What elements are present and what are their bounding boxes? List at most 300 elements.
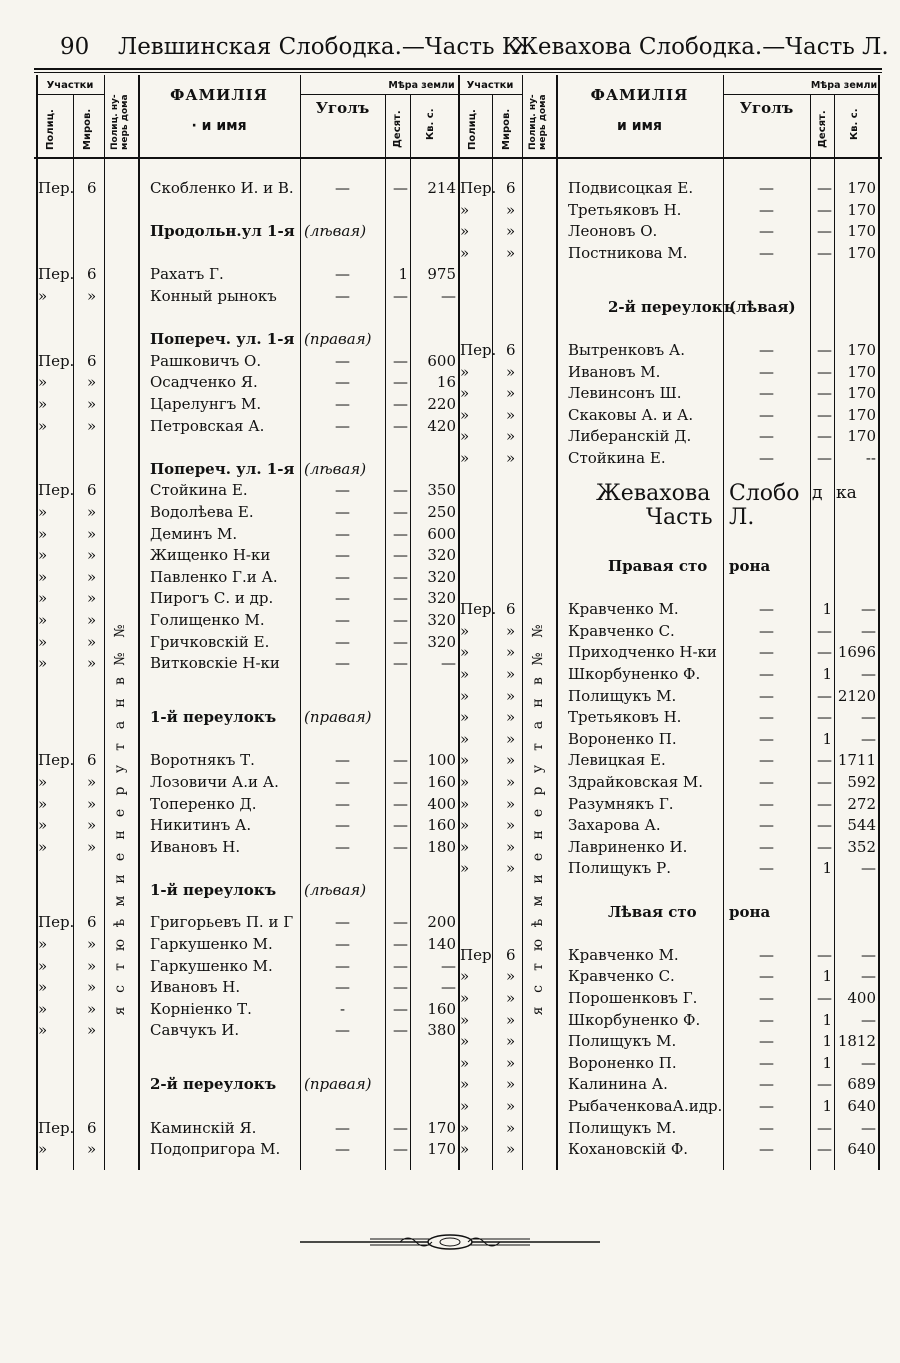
owner-name: Водолѣева Е. (150, 503, 254, 521)
right-vertical-note-char: № (530, 652, 546, 666)
kv-value: 640 (847, 1140, 876, 1159)
owner-name: Приходченко Н-ки (568, 643, 717, 662)
corner-value: — (759, 989, 774, 1007)
police-district: » (460, 816, 470, 835)
right-vertical-note-char: у (530, 764, 546, 774)
left-header-polits: Полиц. (45, 109, 56, 150)
right-header-polits: Полиц. (467, 109, 478, 150)
police-district: Пер. (38, 481, 75, 500)
police-district: » (38, 999, 48, 1018)
section-name: 2-й переулокъ (608, 297, 735, 316)
left-vertical-note-char: ѣ (112, 918, 128, 928)
police-district: » (460, 729, 470, 748)
right-vertical-note-char: т (530, 743, 546, 751)
kv-value: 214 (427, 179, 456, 197)
owner-name: Подопригора М. (150, 1140, 281, 1159)
police-district: » (38, 1021, 48, 1040)
kv-value: 592 (847, 773, 876, 791)
desyat-value: — (817, 427, 832, 446)
kv-value: — (861, 1118, 876, 1137)
kv-value: 400 (427, 794, 456, 813)
corner-value: — (335, 1021, 350, 1040)
left-header-subrule-uchastki (36, 94, 104, 95)
kv-value: 170 (847, 427, 876, 446)
left-header-i-imya: · и имя (191, 118, 247, 134)
owner-name: Воротнякъ Т. (150, 751, 255, 770)
police-district: » (460, 1032, 470, 1051)
left-vertical-note-char: н (112, 830, 128, 840)
court-district: » (506, 621, 516, 640)
kv-value: 380 (427, 1021, 456, 1040)
owner-name: Павленко Г.и А. (150, 567, 278, 586)
court-district: » (506, 967, 516, 986)
section-side: рона (729, 902, 771, 921)
kv-value: — (861, 665, 876, 683)
court-district: 6 (87, 179, 97, 197)
corner-value: — (759, 362, 774, 381)
section-name: Попереч. ул. 1-я (150, 459, 295, 478)
desyat-value: — (393, 481, 408, 500)
kv-value: 320 (427, 589, 456, 608)
kv-value: 100 (427, 751, 456, 770)
corner-value: — (335, 373, 350, 392)
corner-value: — (335, 481, 350, 500)
desyat-value: — (393, 1140, 408, 1159)
section-name: Правая сто (608, 557, 708, 575)
police-district: » (460, 1010, 470, 1029)
court-district: » (506, 989, 516, 1007)
owner-name: Полищукъ М. (568, 686, 677, 705)
corner-value: — (335, 179, 350, 197)
police-district: » (460, 859, 470, 878)
owner-name: Жищенко Н-ки (150, 546, 271, 565)
right-vertical-note-char: с (530, 985, 546, 993)
police-district: » (460, 384, 470, 403)
kv-value: 170 (427, 1118, 456, 1137)
police-district: » (38, 816, 48, 835)
right-vertical-note-char: ю (530, 938, 546, 952)
section-side: (правая) (304, 330, 372, 349)
kv-value: — (861, 1010, 876, 1029)
section-side: (лѣвая) (304, 459, 367, 478)
police-district: » (38, 567, 48, 586)
left-vertical-note-char: н (112, 698, 128, 708)
court-district: » (506, 384, 516, 403)
right-vertical-note-char: р (530, 786, 546, 796)
district-name-3: д (812, 483, 823, 504)
kv-value: 2120 (837, 686, 876, 705)
corner-value: — (335, 546, 350, 565)
owner-name: Либеранскій Д. (568, 427, 692, 446)
corner-value: — (335, 416, 350, 435)
police-district: Пер. (38, 913, 75, 932)
right-vertical-note-char: № (530, 624, 546, 638)
police-district: » (460, 1075, 470, 1094)
corner-value: — (759, 816, 774, 835)
owner-name: Шкорбуненко Ф. (568, 665, 701, 683)
corner-value: — (759, 449, 774, 467)
kv-value: 1812 (837, 1032, 876, 1051)
right-header-house-no: Полиц. ну-мерь дома (528, 94, 548, 150)
desyat-value: — (393, 287, 408, 305)
police-district: » (460, 643, 470, 662)
left-vertical-note-char: е (112, 808, 128, 818)
left-header-mirov: Миров. (82, 108, 93, 150)
left-page-title: Левшинская Слободка.—Часть К. (118, 34, 527, 60)
desyat-value: — (393, 395, 408, 413)
court-district: » (506, 200, 516, 219)
court-district: » (87, 1140, 97, 1159)
corner-value: — (759, 665, 774, 683)
owner-name: Гаркушенко М. (150, 956, 273, 975)
court-district: » (506, 243, 516, 262)
right-vertical-note-char: н (530, 698, 546, 708)
police-district: » (38, 395, 48, 413)
top-double-rule-2 (34, 72, 882, 73)
right-header-desyat: Десят. (817, 110, 828, 148)
kv-value: — (441, 654, 456, 673)
corner-value: — (759, 967, 774, 986)
desyat-value: 1 (822, 859, 832, 878)
police-district: Пер. (460, 341, 497, 359)
desyat-value: — (817, 200, 832, 219)
desyat-value: — (817, 686, 832, 705)
court-district: » (506, 1010, 516, 1029)
right-vertical-note-char: ѣ (530, 918, 546, 928)
left-line-name (138, 75, 140, 1170)
corner-value: — (759, 200, 774, 219)
owner-name: Осадченко Я. (150, 373, 258, 392)
corner-value: — (759, 1010, 774, 1029)
police-district: Пер (460, 945, 492, 964)
kv-value: 170 (427, 1140, 456, 1159)
police-district: » (38, 837, 48, 856)
right-line-house (522, 75, 523, 1170)
court-district: 6 (506, 600, 516, 619)
desyat-value: — (393, 837, 408, 856)
right-vertical-note-char: я (530, 1006, 546, 1016)
desyat-value: 1 (822, 729, 832, 748)
desyat-value: — (817, 1075, 832, 1094)
left-vertical-note-char: т (112, 743, 128, 751)
court-district: » (506, 1075, 516, 1094)
kv-value: 420 (427, 416, 456, 435)
right-vertical-note-char: е (530, 852, 546, 862)
desyat-value: — (817, 837, 832, 856)
desyat-value: — (393, 1021, 408, 1040)
corner-value: — (335, 935, 350, 953)
left-line-house (104, 75, 105, 1170)
left-vertical-note-char: ю (112, 938, 128, 952)
kv-value: 320 (427, 632, 456, 651)
corner-value: — (759, 686, 774, 705)
police-district: » (460, 1140, 470, 1159)
corner-value: — (759, 1140, 774, 1159)
police-district: Пер. (38, 179, 75, 197)
kv-value: 1711 (837, 751, 876, 770)
right-vertical-note-char: в (530, 677, 546, 685)
court-district: » (506, 362, 516, 381)
police-district: » (460, 686, 470, 705)
police-district: » (460, 405, 470, 424)
corner-value: — (335, 1140, 350, 1159)
corner-value: — (335, 816, 350, 835)
right-header-familia: ФАМИЛIЯ (590, 86, 689, 104)
owner-name: Стойкина Е. (150, 481, 248, 500)
police-district: » (38, 416, 48, 435)
section-name: Продольн.ул 1-я (150, 222, 295, 241)
corner-value: — (759, 427, 774, 446)
kv-value: 180 (427, 837, 456, 856)
corner-value: — (335, 773, 350, 791)
right-line-name (556, 75, 558, 1170)
owner-name: Кравченко С. (568, 621, 675, 640)
kv-value: 320 (427, 546, 456, 565)
owner-name: Леоновъ О. (568, 222, 658, 241)
corner-value: — (759, 751, 774, 770)
kv-value: 160 (427, 773, 456, 791)
court-district: » (506, 665, 516, 683)
owner-name: Стойкина Е. (568, 449, 666, 467)
desyat-value: — (393, 503, 408, 521)
owner-name: Пирогъ С. и др. (150, 589, 274, 608)
desyat-value: — (393, 956, 408, 975)
section-side: (лѣвая) (304, 881, 367, 899)
desyat-value: — (817, 179, 832, 197)
owner-name: Царелунгъ М. (150, 395, 262, 413)
police-district: » (38, 1140, 48, 1159)
left-vertical-note-char: у (112, 764, 128, 774)
court-district: » (506, 222, 516, 241)
court-district: » (506, 773, 516, 791)
left-vertical-note-char: е (112, 852, 128, 862)
police-district: » (38, 503, 48, 521)
kv-value: — (861, 967, 876, 986)
owner-name: Третьяковъ Н. (568, 200, 682, 219)
court-district: » (87, 546, 97, 565)
left-vertical-note-char: т (112, 963, 128, 971)
desyat-value: 1 (822, 1097, 832, 1115)
kv-value: 160 (427, 999, 456, 1018)
left-vertical-note-char: № (112, 652, 128, 666)
court-district: 6 (506, 341, 516, 359)
kv-value: 170 (847, 405, 876, 424)
desyat-value: — (817, 751, 832, 770)
owner-name: Рашковичъ О. (150, 351, 262, 370)
corner-value: — (759, 1118, 774, 1137)
court-district: » (87, 773, 97, 791)
desyat-value: — (393, 611, 408, 629)
kv-value: 170 (847, 222, 876, 241)
corner-value: — (335, 632, 350, 651)
police-district: Пер. (460, 179, 497, 197)
corner-value: — (335, 837, 350, 856)
section-name: 1-й переулокъ (150, 708, 277, 727)
court-district: » (506, 1140, 516, 1159)
corner-value: — (759, 621, 774, 640)
police-district: » (460, 967, 470, 986)
desyat-value: — (817, 362, 832, 381)
left-header-ugol: Уголъ (315, 99, 370, 117)
right-line-mirov (492, 95, 493, 1170)
owner-name: Шкорбуненко Ф. (568, 1010, 701, 1029)
kv-value: — (861, 600, 876, 619)
desyat-value: — (393, 524, 408, 543)
corner-value: — (759, 1032, 774, 1051)
police-district: Пер. (38, 265, 75, 284)
court-district: » (87, 1021, 97, 1040)
court-district: » (87, 567, 97, 586)
district-part: Часть (646, 505, 713, 531)
corner-value: — (335, 524, 350, 543)
section-name: Попереч. ул. 1-я (150, 330, 295, 349)
court-district: » (87, 503, 97, 521)
owner-name: Кохановскій Ф. (568, 1140, 689, 1159)
corner-value: — (759, 1097, 774, 1115)
court-district: » (87, 837, 97, 856)
left-vertical-note-char: с (112, 985, 128, 993)
desyat-value: — (393, 546, 408, 565)
police-district: » (38, 654, 48, 673)
kv-value: 975 (427, 265, 456, 284)
desyat-value: — (393, 654, 408, 673)
court-district: » (87, 287, 97, 305)
corner-value: — (759, 1075, 774, 1094)
police-district: » (38, 546, 48, 565)
corner-value: — (759, 773, 774, 791)
court-district: 6 (87, 913, 97, 932)
police-district: » (460, 751, 470, 770)
police-district: Пер. (38, 751, 75, 770)
left-vertical-note-char: а (112, 720, 128, 730)
corner-value: — (759, 405, 774, 424)
page-number: 90 (60, 34, 90, 60)
kv-value: 600 (427, 524, 456, 543)
corner-value: — (759, 341, 774, 359)
corner-value: — (759, 837, 774, 856)
desyat-value: — (393, 567, 408, 586)
right-vertical-note-char: т (530, 963, 546, 971)
desyat-value: 1 (822, 665, 832, 683)
district-name-4: ка (836, 483, 857, 504)
desyat-value: 1 (822, 1032, 832, 1051)
owner-name: Полищукъ М. (568, 1032, 677, 1051)
court-district: » (506, 729, 516, 748)
court-district: » (506, 1118, 516, 1137)
owner-name: Петровская А. (150, 416, 265, 435)
police-district: » (460, 200, 470, 219)
left-header-mera: Мѣра земли (388, 80, 455, 91)
court-district: » (87, 524, 97, 543)
police-district: » (38, 978, 48, 997)
desyat-value: — (393, 935, 408, 953)
kv-value: 170 (847, 200, 876, 219)
corner-value: — (759, 222, 774, 241)
section-name: 2-й переулокъ (150, 1075, 277, 1094)
court-district: » (506, 405, 516, 424)
kv-value: 350 (427, 481, 456, 500)
police-district: » (460, 1097, 470, 1115)
corner-value: — (335, 589, 350, 608)
court-district: » (87, 956, 97, 975)
owner-name: Кравченко С. (568, 967, 675, 986)
desyat-value: — (393, 589, 408, 608)
district-part-letter: Л. (729, 505, 755, 531)
desyat-value: — (393, 999, 408, 1018)
court-district: » (506, 643, 516, 662)
kv-value: 320 (427, 611, 456, 629)
right-header-mirov: Миров. (501, 108, 512, 150)
police-district: » (460, 837, 470, 856)
court-district: 6 (87, 265, 97, 284)
kv-value: 170 (847, 384, 876, 403)
owner-name: Корніенко Т. (150, 999, 252, 1018)
owner-name: Разумнякъ Г. (568, 794, 674, 813)
police-district: » (460, 427, 470, 446)
court-district: » (87, 816, 97, 835)
left-header-familia: ФАМИЛIЯ (170, 86, 268, 104)
desyat-value: — (817, 405, 832, 424)
left-vertical-note-char: р (112, 786, 128, 796)
corner-value: — (335, 611, 350, 629)
owner-name: Гаркушенко М. (150, 935, 273, 953)
desyat-value: — (817, 1118, 832, 1137)
court-district: » (87, 654, 97, 673)
right-vertical-note-char: и (530, 874, 546, 884)
desyat-value: — (817, 1140, 832, 1159)
owner-name: Конный рынокъ (150, 287, 277, 305)
desyat-value: — (393, 978, 408, 997)
left-vertical-note-char: и (112, 874, 128, 884)
right-header-uchastki: Участки (466, 80, 514, 91)
owner-name: Ивановъ Н. (150, 837, 241, 856)
kv-value: 220 (427, 395, 456, 413)
corner-value: — (335, 265, 350, 284)
police-district: » (460, 243, 470, 262)
court-district: » (506, 1097, 516, 1115)
kv-value: 170 (847, 243, 876, 262)
owner-name: Левицкая Е. (568, 751, 666, 770)
police-district: » (38, 935, 48, 953)
police-district: » (38, 589, 48, 608)
desyat-value: — (817, 773, 832, 791)
desyat-value: — (393, 416, 408, 435)
police-district: » (460, 621, 470, 640)
right-page-title: Жевахова Слободка.—Часть Л. (512, 34, 889, 60)
corner-value: — (759, 794, 774, 813)
police-district: » (38, 524, 48, 543)
owner-name: Кравченко М. (568, 945, 679, 964)
court-district: 6 (506, 179, 516, 197)
section-side: (правая) (304, 708, 372, 727)
right-header-subrule-uchastki (458, 94, 522, 95)
police-district: Пер. (38, 1118, 75, 1137)
court-district: » (506, 837, 516, 856)
corner-value: — (335, 978, 350, 997)
top-double-rule (34, 68, 882, 70)
left-vertical-note-char: № (112, 624, 128, 638)
police-district: » (460, 1053, 470, 1072)
owner-name: Скаковы А. и А. (568, 405, 694, 424)
section-name: 1-й переулокъ (150, 881, 277, 899)
left-header-desyat: Десят. (392, 110, 403, 148)
kv-value: 170 (847, 179, 876, 197)
court-district: » (87, 611, 97, 629)
court-district: » (87, 416, 97, 435)
desyat-value: — (393, 632, 408, 651)
left-vertical-note-char: я (112, 1006, 128, 1016)
corner-value: — (759, 729, 774, 748)
